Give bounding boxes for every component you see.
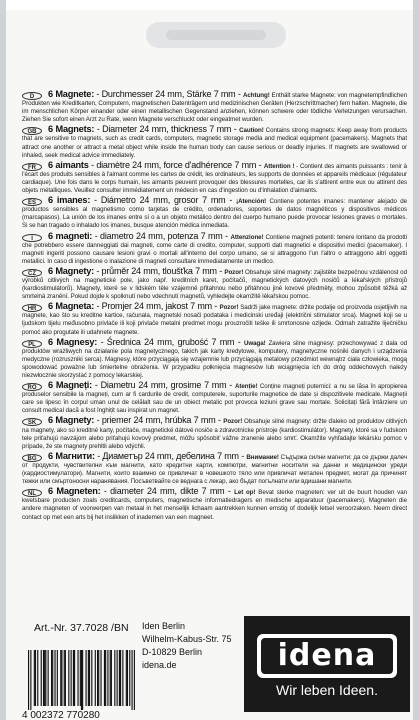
warning-attention: Attenzione! (230, 233, 264, 241)
country-code-badge: NL (22, 489, 42, 497)
warning-spec: - Diámetro 24 mm, grosor 7 mm - (90, 195, 237, 206)
barcode-bar (34, 650, 35, 706)
barcode-bar (122, 650, 123, 706)
warning-heading: 6 Магнити: (48, 450, 95, 461)
warning-text: Zawiera silne magnesy: przechowywać z dala od produktów wrażliwych na działanie pola magnetycznego, takich jak karty kredytowe, komputery, magnetyczne nośniki danych i urządzenia medyczne (rozruszniki serca). Magnesy, które przyciągają się wzajemnie lub przyciągają metalowy przedmiot wewnątrz ciała człowieka, mogą spowodować poważne lub śmiertelne obrażenia. W przypadku połknięcia magnesów lub wciągnięcia ich do dróg oddechowych należy niezwłocznie skorzystać z pomocy lekarskiej. (22, 339, 407, 379)
warning-paragraph (22, 232, 407, 266)
barcode-bar (43, 650, 44, 706)
barcode-bar (110, 650, 111, 706)
warning-text: Contiene potentes imanes: mantener alejado de productos sensibles al magnetismo como tarjetas de crédito, ordenadores, soportes de datos magnéticos y dispositivos médicos (marcapasos). La unión de los imanes entre sí o a un objeto metálico dentro del cuerpo humano puede provocar lesiones graves o mortales. Si se han tragado o inhalado los imanes, busque atención médica inmediata. (22, 198, 407, 230)
barcode-bar (120, 650, 121, 706)
barcode-bar (48, 650, 49, 706)
warning-paragraph (22, 125, 407, 159)
warning-paragraph (22, 267, 407, 301)
warning-heading: 6 aimants (48, 159, 89, 170)
warning-heading: 6 Magneta: (48, 301, 95, 312)
barcode-bar (61, 650, 62, 706)
barcode-bar (134, 650, 135, 710)
barcode-bar (111, 650, 112, 706)
barcode-bar (52, 650, 53, 706)
barcode-bar (119, 650, 120, 706)
warning-text: Sadrži jake magnete: držite podalje od proizvoda osjetljivih na magnete, kao što su kreditne kartice, računala, magnetski nosači podataka i medicinski uređaji (električni stimulator srca). Magneti koji se u ljudskom tijelu međusobno privlače ili koji privlače metalni predmet mogu prouzročiti teške ili smrtonosne ozljede. Odmah zatražite liječničku pomoć ako progutate ili udahnete magnete. (22, 304, 407, 336)
barcode-bar (37, 650, 38, 706)
country-code-badge: HR (22, 304, 42, 312)
barcode-bar (41, 650, 42, 706)
barcode-bar (88, 650, 89, 706)
warning-heading: 6 Magneten: (48, 486, 101, 497)
brand-panel (244, 616, 410, 712)
warning-heading: 6 Magneți: (48, 380, 93, 391)
warning-spec: - Durchmesser 24 mm, Stärke 7 mm - (94, 89, 243, 99)
warning-attention: Let op! (234, 489, 256, 497)
warning-paragraph (22, 338, 407, 380)
warning-heading: 6 Magnesy: (48, 336, 98, 347)
brand-slogan: Wir leben Ideen. (276, 682, 378, 698)
barcode-bar (35, 650, 36, 706)
warning-spec: - Promjer 24 mm, jakost 7 mm - (94, 301, 220, 312)
barcode-bar (91, 650, 92, 706)
warning-spec: - Diametru 24 mm, grosime 7 mm - (92, 380, 235, 391)
warning-attention: Внимание! (246, 453, 279, 461)
warning-heading: 6 Magnete: (48, 89, 95, 99)
warning-text: Enthält starke Magnete: von magnetempfindlichen Produkten wie Kreditkarten, Computern, magnetischen Datenträgern und medizinischen Geräten (Herzschrittmacher) fern halten. Magnete, die im menschlichen Körper einander oder einen metallischen Gegenstand anziehen, können schwere oder tödliche Verletzungen verursachen. Ziehen Sie sofort einen Arzt zu Rate, wenn Magnete verschluckt oder eingeatmet wurden. (22, 92, 407, 124)
barcode-digits: 4 002372 770280 (22, 710, 100, 720)
barcode-bar (104, 650, 105, 706)
warning-attention: Caution! (239, 127, 264, 135)
bottom-panel (22, 616, 407, 720)
barcode-bar (129, 650, 130, 706)
country-code-badge: BG (22, 454, 42, 462)
idena-logo (257, 634, 397, 678)
warning-spec: - diameter 24 mm, dikte 7 mm - (100, 486, 235, 497)
country-code-badge: RO (22, 383, 42, 391)
logo-text: idena (261, 638, 393, 674)
barcode-bar (82, 650, 83, 710)
barcode-bar (114, 650, 115, 706)
country-code-badge: I (22, 234, 42, 242)
country-code-badge: CZ (22, 269, 42, 277)
blister-card (6, 0, 413, 720)
warning-paragraph (22, 487, 407, 521)
manufacturer-address (142, 620, 232, 672)
warning-heading: 6 magneti: (48, 230, 93, 241)
warning-paragraph (22, 196, 407, 230)
warning-attention: ¡Atención! (236, 198, 267, 206)
warning-spec: - průměr 24 mm, tloušťka 7 mm - (94, 265, 225, 276)
barcode-bar (107, 650, 108, 706)
barcode-bar (86, 650, 87, 706)
barcode-bar (65, 650, 66, 706)
warning-spec: - Diameter 24 mm, thickness 7 mm - (94, 124, 240, 135)
warning-text: Obsahuje silné magnety: zajistěte bezpečnou vzdálenost od výrobků citlivých na magnetické pole, jako např. kreditních karet, počítačů, magnetických datových nosičů a lékařských přístrojů (kardiostimulátorů). Magnety, které se v lidském těle vzájemně přitahnou nebo přitáhnou jiné kovové předměty, mohou způsobit těžká až smrtelná zranění. Pokud dojde k spolknutí nebo vdechnutí magnetů, vyhledejte okamžitě lékařskou pomoc. (22, 268, 407, 301)
country-code-badge: SK (22, 418, 42, 426)
warning-heading: 6 Magnety: (48, 415, 95, 426)
warning-heading: 6 imanes: (48, 195, 91, 206)
warning-text: - Contient des aimants puissants : tenir à l'écart des produits sensibles à l'aimant comme les cartes de crédit, les ordinateurs, les supports de données et appareils médicaux (régulateur cardiaque). Une fois dans le corps humain, les aimants peuvent provoquer des blessures mortelles, car ils s'attirent entre eux ou attirent des objets métalliques. Veuillez consulter immédiatement un médecin en cas d'ingestion ou d'inhalation d'aimants. (22, 162, 407, 195)
warning-attention: Pozor! (224, 268, 244, 276)
warning-attention: Pozor! (219, 304, 239, 312)
country-code-badge: FR (22, 163, 42, 171)
barcode-bar (45, 650, 46, 706)
warning-attention: Uwaga! (243, 339, 266, 347)
barcode-bar (81, 650, 82, 710)
barcode-bar (54, 650, 55, 706)
address-line: D-10829 Berlin (142, 647, 203, 657)
warning-attention: Pozor! (223, 418, 243, 426)
warning-text: Съдържа силни магнити: да се държи далеч от продукти, чувствителни към магнити, като кредитни карти, компютри, магнитни носители на данни и медицински уреди (кардиостимулатори). Магнити, които взаимно се привличат в човешкото тяло или привличат метален предмет, могат да причинят тежки или смъртоносни наранявания. Посъветвайте се веднага с лекар, ако бъдат погълнати или вдишани магнити. (22, 453, 408, 486)
warning-attention: Attention ! (263, 162, 295, 170)
barcode-bar (73, 650, 74, 706)
barcode-bar (68, 650, 69, 706)
card-top-edge (6, 0, 413, 10)
barcode-bar (89, 650, 90, 706)
warning-paragraph (22, 90, 407, 124)
article-number: Art.-Nr. 37.7028 /BN (34, 622, 129, 634)
hang-hole-inner (166, 30, 266, 40)
barcode-bar (64, 650, 65, 706)
warning-attention: Achtung! (243, 92, 270, 99)
warning-paragraph (22, 416, 407, 450)
barcode-bar (44, 650, 45, 706)
barcode-bar (74, 650, 75, 706)
warning-text: Contains strong magnets: Keep away from products that are sensitive to magnets, such as credit cards, computers, magnetic storage media and medical equipment (pacemakers). Magnets that attract one another or attract a metal object while inside the human body can cause serious or deadly injuries. If magnets are swallowed or inhaled, seek medical advice immediately. (22, 127, 407, 159)
warning-spec: - diametro 24 mm, potenza 7 mm - (92, 230, 231, 241)
warning-heading: 6 Magnety: (48, 265, 95, 276)
barcode-bar (105, 650, 106, 706)
warning-spec: - Диаметър 24 mm, дебелина 7 mm - (94, 450, 247, 461)
barcode-bar (77, 650, 78, 706)
barcode-bar (117, 650, 118, 706)
warnings-block (22, 90, 407, 523)
country-code-badge: ES (22, 198, 42, 206)
barcode-bar (28, 650, 29, 710)
warning-paragraph (22, 302, 407, 336)
barcode-bar (127, 650, 128, 706)
barcode-bar (60, 650, 61, 706)
barcode-bar (100, 650, 101, 706)
warning-paragraph (22, 381, 407, 415)
country-code-badge: PL (22, 340, 42, 348)
address-line: Wilhelm-Kabus-Str. 75 (142, 634, 232, 644)
country-code-badge: GB (22, 127, 42, 135)
barcode (22, 642, 142, 720)
country-code-badge: D (22, 92, 42, 100)
barcode-bar (51, 650, 52, 706)
barcode-bar (132, 650, 133, 710)
warning-text: Contiene magneti potenti: tenere lontano da prodotti che potrebbero essere danneggiati dai magneti, come carte di credito, computer, supporti dati magnetici e dispositivi medici (pacemaker). I magneti ingeriti possono causare lesioni gravi o mortali all'interno del corpo umano, se si attraggono l'un l'altro o attraggono altri oggetti metallici. In caso di ingestione o inalazione di magneti consultare immediatamente un medico. (22, 233, 407, 265)
barcode-bar (97, 650, 98, 706)
warning-text: Obsahuje silné magnety: držte ďaleko od produktov citlivých na magnety, ako sú kreditné karty, počítače, magnetické dátové nosiče a zdravotnícke prístroje (kardiostimulátor). Magnety, ktoré sa v ľudskom tele priťahujú navzájom alebo priťahujú kovový predmet, môžu spôsobiť vážne zranenie alebo smrť. Okamžite vyhľadajte lekársku pomoc v prípade, že ste magnety prehltli alebo vdýchli. (22, 418, 407, 450)
warning-text: Conține magneți puternici: a nu se lăsa în apropierea produselor sensibile la magneți, cum ar fi cardurile de credit, computerele, suporturile magnetice de date și dispozitivele medicale. Magneții care se lipesc în corpul uman unul de celălalt sau de un obiect metalic pot provoca leziuni grave sau mortale. Solicitați fără întârziere un consult medical dacă a fost înghițit sau inspirat un magnet. (22, 383, 407, 415)
warning-spec: - priemer 24 mm, hrúbka 7 mm - (94, 415, 224, 426)
barcode-bar (126, 650, 127, 706)
barcode-bar (95, 650, 96, 706)
barcode-bar (71, 650, 72, 706)
barcode-bar (80, 650, 81, 706)
warning-spec: - Średnica 24 mm, grubość 7 mm - (97, 336, 244, 347)
address-line: idena.de (142, 660, 177, 670)
warning-paragraph (22, 452, 407, 486)
barcode-bar (30, 650, 31, 710)
warning-text: Bevat sterke magneten: ver uit de buurt houden van kwetsbare producten zoals creditcards, computers, magnetische informatiedragers en medische apparatuur (pacemakers). Magneten die andere magneten of voorwerpen van metaal in het menselijk lichaam aantrekken kunnen ernstig of dodelijk letsel veroorzaken. Neem direct contact op met een arts bij het inslikken of inademen van een magneet. (22, 489, 407, 521)
barcode-bar (98, 650, 99, 706)
warning-heading: 6 Magnets: (48, 124, 95, 135)
address-line: Iden Berlin (142, 621, 186, 631)
warning-paragraph (22, 161, 407, 195)
barcode-bar (57, 650, 58, 706)
warning-attention: Atenție! (234, 383, 258, 391)
warning-spec: - diamètre 24 mm, force d'adhérence 7 mm - (88, 159, 264, 170)
